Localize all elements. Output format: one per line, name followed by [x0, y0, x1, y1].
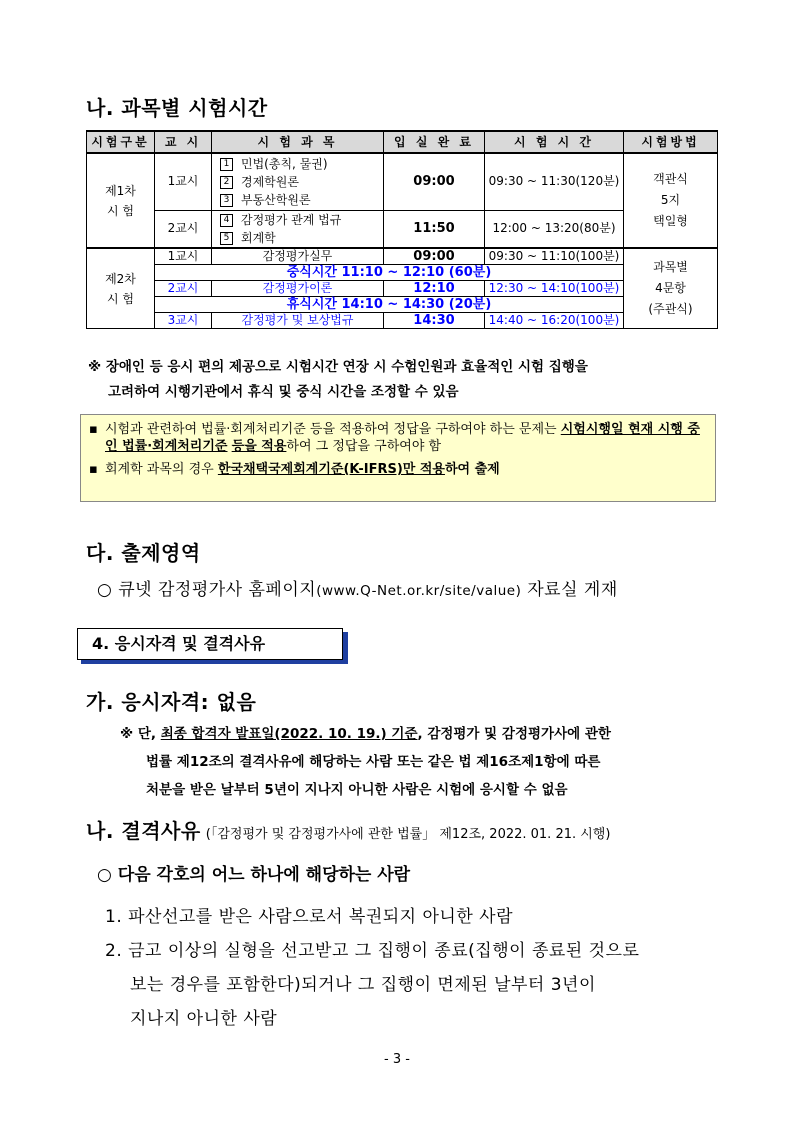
round1-period1-time: 09:30 ~ 11:30(120분)	[485, 153, 624, 210]
round2-period1-time: 09:30 ~ 11:10(100분)	[485, 248, 624, 265]
scope-item: ○ 큐넷 감정평가사 홈페이지(www.Q-Net.or.kr/site/value) 자료실 게재	[97, 580, 618, 600]
disqualification-item: ○ 다음 각호의 어느 하나에 해당하는 사람	[97, 865, 411, 885]
round1-period2: 2교시	[155, 210, 212, 248]
header-period: 교 시	[155, 131, 212, 153]
disqualification-heading: 나. 결격사유 (「감정평가 및 감정평가사에 관한 법률」 제12조, 2022. 01. 21. 시행)	[86, 819, 611, 843]
law-reference: (「감정평가 및 감정평가사에 관한 법률」 제12조, 2022. 01. 21. 시행)	[205, 827, 611, 842]
round1-method: 객관식 5지 택일형	[624, 153, 718, 248]
notice-item-1: ▪ 시험과 관련하여 법률·회계처리기준 등을 적용하여 정답을 구하여야 하는 문제는 시험시행일 현재 시행 중인 법률·회계처리기준 등을 적용하여 그 정답을 구하여야 함	[89, 422, 700, 454]
exam-schedule-table	[86, 130, 718, 329]
round2-period3-entry: 14:30	[384, 313, 485, 329]
round2-period3: 3교시	[155, 313, 212, 329]
disqualification-list: 1. 파산선고를 받은 사람으로서 복권되지 아니한 사람 2. 금고 이상의 실형을 선고받고 그 집행이 종료(집행이 종료된 것으로 보는 경우를 포함한다)되거나 그 집행이 면제된 날부터 3년이 지나지 아니한 사람	[105, 900, 725, 1036]
lunch-break: 중식시간 11:10 ~ 12:10 (60분)	[155, 265, 624, 281]
header-subject: 시 험 과 목	[212, 131, 384, 153]
list-item: 2. 금고 이상의 실형을 선고받고 그 집행이 종료(집행이 종료된 것으로	[105, 941, 640, 961]
round1-period1-subjects: 1 민법(총칙, 물권) 2 경제학원론 3 부동산학원론	[212, 153, 384, 210]
header-method: 시험방법	[624, 131, 718, 153]
round2-period3-subject: 감정평가 및 보상법규	[212, 313, 384, 329]
round1-period2-entry: 11:50	[384, 210, 485, 248]
section-title-exam-time: 나. 과목별 시험시간	[86, 96, 268, 120]
table-row	[87, 210, 718, 248]
round2-period1-subject: 감정평가실무	[212, 248, 384, 265]
round1-label: 제1차 시 험	[87, 153, 155, 248]
round1-period1: 1교시	[155, 153, 212, 210]
round2-method: 과목별 4문항 (주관식)	[624, 248, 718, 329]
qualification-note: ※ 단, 최종 합격자 발표일(2022. 10. 19.) 기준, 감정평가 및 감정평가사에 관한 법률 제12조의 결격사유에 해당하는 사람 또는 같은 법 제16조제1항에 따른 처분을 받은 날부터 5년이 지나지 아니한 사람은 시험에 응시할 수 없음	[120, 726, 611, 798]
section4-title: 4. 응시자격 및 결격사유	[77, 628, 343, 660]
round1-period2-time: 12:00 ~ 13:20(80분)	[485, 210, 624, 248]
table-row	[87, 313, 718, 329]
section-box-shadow-bottom	[81, 660, 348, 664]
round1-period1-entry: 09:00	[384, 153, 485, 210]
header-category: 시험구분	[87, 131, 155, 153]
notice-box	[80, 414, 716, 502]
header-entry: 입 실 완 료	[384, 131, 485, 153]
table-row	[87, 297, 718, 313]
round2-label: 제2차 시 험	[87, 248, 155, 329]
round2-period3-time: 14:40 ~ 16:20(100분)	[485, 313, 624, 329]
round2-period1: 1교시	[155, 248, 212, 265]
table-row	[87, 153, 718, 210]
list-item: 1. 파산선고를 받은 사람으로서 복권되지 아니한 사람	[105, 907, 514, 927]
qualification-title: 가. 응시자격: 없음	[86, 690, 257, 714]
round2-period2-time: 12:30 ~ 14:10(100분)	[485, 281, 624, 297]
table-row	[87, 281, 718, 297]
round2-period2-entry: 12:10	[384, 281, 485, 297]
round1-period2-subjects: 4 감정평가 관계 법규 5 회계학	[212, 210, 384, 248]
section-title-scope: 다. 출제영역	[86, 541, 201, 565]
round2-period1-entry: 09:00	[384, 248, 485, 265]
header-time: 시 험 시 간	[485, 131, 624, 153]
notice-item-2: ▪ 회계학 과목의 경우 한국채택국제회계기준(K-IFRS)만 적용하여 출제	[89, 462, 500, 477]
time-adjust-note: ※ 장애인 등 응시 편의 제공으로 시험시간 연장 시 수험인원과 효율적인 시험 집행을 고려하여 시행기관에서 휴식 및 중식 시간을 조정할 수 있음	[88, 359, 588, 400]
circle-icon: ○	[97, 580, 113, 600]
circle-icon: ○	[97, 865, 112, 885]
round2-period2-subject: 감정평가이론	[212, 281, 384, 297]
round2-period2: 2교시	[155, 281, 212, 297]
page-number: - 3 -	[384, 1052, 410, 1067]
qnet-url: (www.Q-Net.or.kr/site/value)	[316, 583, 522, 599]
table-row	[87, 265, 718, 281]
table-header-row	[87, 131, 718, 153]
table-row	[87, 248, 718, 265]
rest-break: 휴식시간 14:10 ~ 14:30 (20분)	[155, 297, 624, 313]
